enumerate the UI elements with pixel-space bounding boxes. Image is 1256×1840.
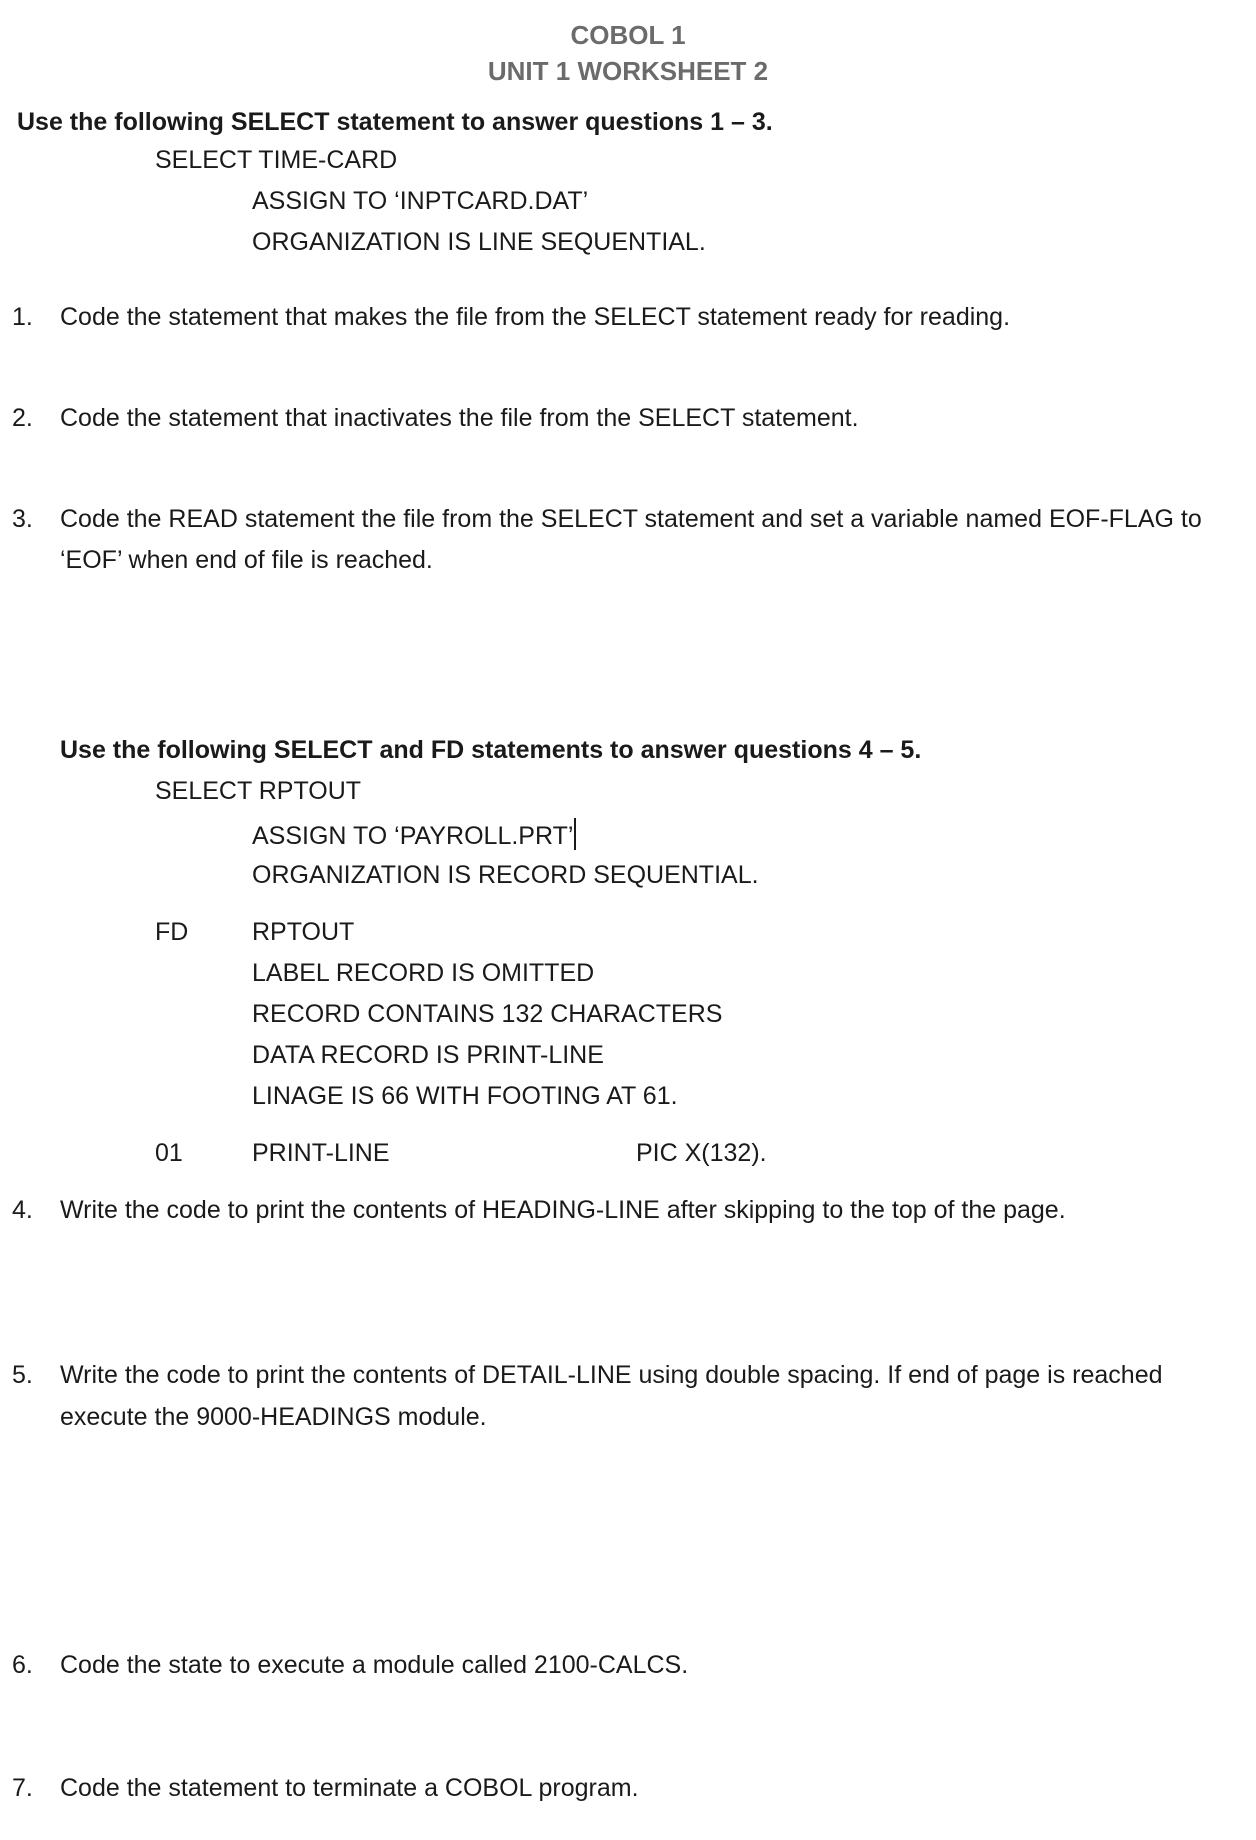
question-text: Code the statement that makes the file from the SELECT statement ready for reading. [60, 303, 1011, 331]
code-line: ORGANIZATION IS RECORD SEQUENTIAL. [252, 861, 759, 889]
record-name: PRINT-LINE [252, 1139, 390, 1167]
question-number: 2. [12, 404, 33, 432]
record-level: 01 [155, 1139, 183, 1167]
question-text: Write the code to print the contents of HEADING-LINE after skipping to the top of the page. [60, 1196, 1066, 1224]
record-pic: PIC X(132). [636, 1139, 767, 1167]
question-text: Code the statement that inactivates the file from the SELECT statement. [60, 404, 859, 432]
question-text: Write the code to print the contents of DETAIL-LINE using double spacing. If end of page is reached [60, 1361, 1163, 1389]
fd-line: LINAGE IS 66 WITH FOOTING AT 61. [252, 1082, 678, 1110]
question-text: Code the READ statement the file from the SELECT statement and set a variable named EOF-FLAG to [60, 505, 1202, 533]
question-number: 6. [12, 1651, 33, 1679]
code-line: ASSIGN TO ‘INPTCARD.DAT’ [252, 187, 589, 215]
question-number: 1. [12, 303, 33, 331]
fd-line: RECORD CONTAINS 132 CHARACTERS [252, 1000, 723, 1028]
code-line: ASSIGN TO ‘PAYROLL.PRT’ [252, 822, 574, 850]
code-line-with-cursor [252, 818, 576, 851]
code-line: SELECT TIME-CARD [155, 146, 398, 174]
question-text: Code the statement to terminate a COBOL program. [60, 1774, 639, 1802]
page-subtitle: UNIT 1 WORKSHEET 2 [487, 56, 769, 86]
question-text: Code the state to execute a module called 2100-CALCS. [60, 1651, 689, 1679]
fd-line: LABEL RECORD IS OMITTED [252, 959, 595, 987]
fd-line: DATA RECORD IS PRINT-LINE [252, 1041, 604, 1069]
fd-label: FD [155, 918, 189, 946]
text-cursor [574, 818, 576, 850]
question-number: 4. [12, 1196, 33, 1224]
code-line: SELECT RPTOUT [155, 777, 362, 805]
question-text-continued: ‘EOF’ when end of file is reached. [60, 546, 433, 574]
code-line: ORGANIZATION IS LINE SEQUENTIAL. [252, 228, 706, 256]
section1-intro: Use the following SELECT statement to answer questions 1 – 3. [17, 108, 773, 136]
question-number: 5. [12, 1361, 33, 1389]
question-text-continued: execute the 9000-HEADINGS module. [60, 1403, 487, 1431]
page-title: COBOL 1 [570, 20, 686, 50]
question-number: 3. [12, 505, 33, 533]
question-number: 7. [12, 1774, 33, 1802]
fd-line: RPTOUT [252, 918, 355, 946]
section2-intro: Use the following SELECT and FD statements to answer questions 4 – 5. [60, 736, 922, 764]
